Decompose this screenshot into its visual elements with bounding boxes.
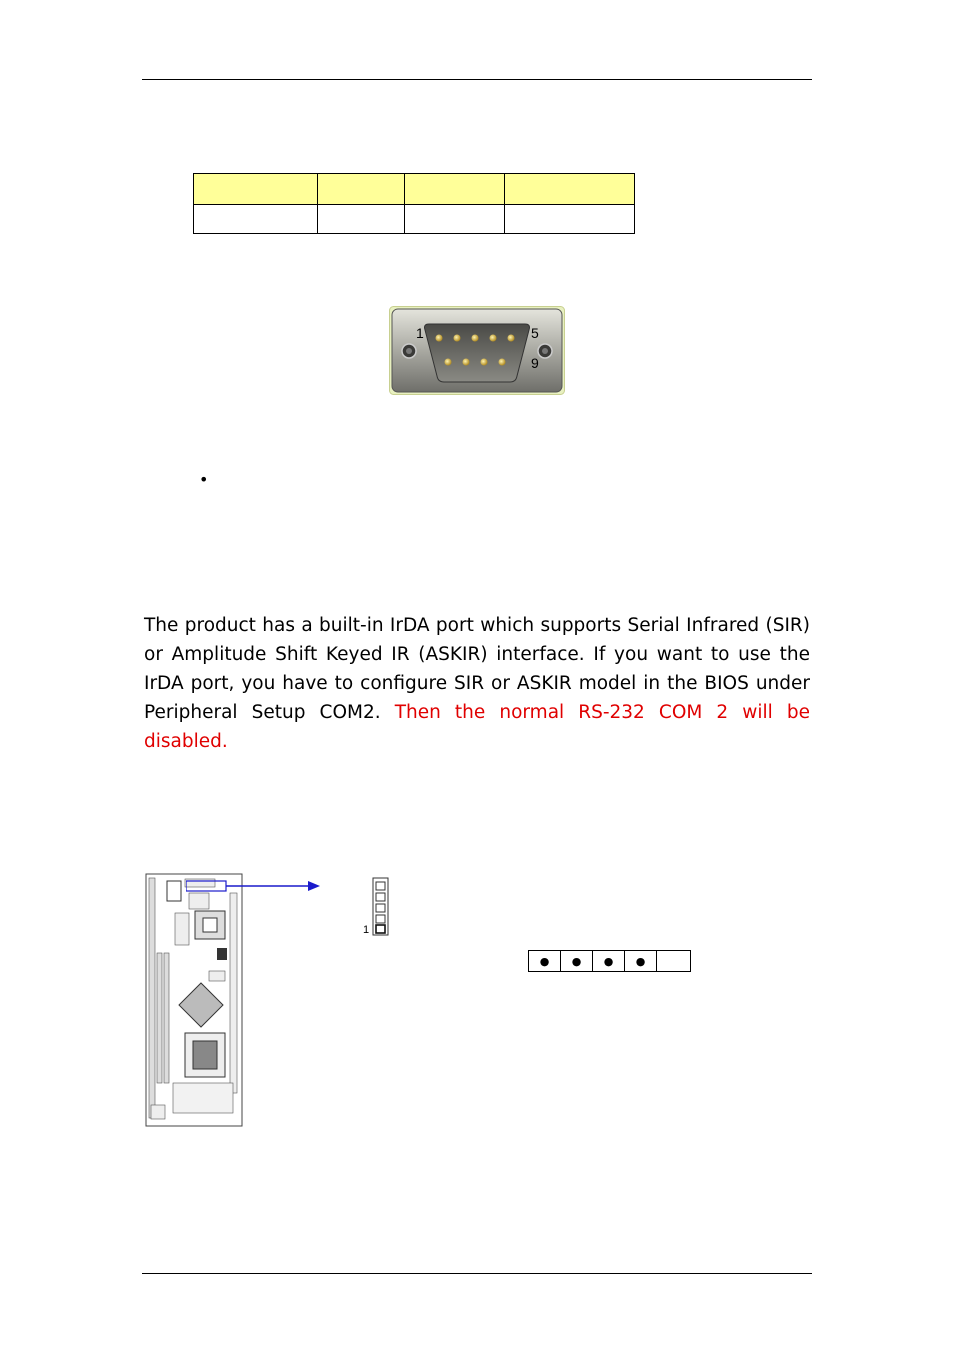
db9-pin-label-1: 1	[416, 325, 424, 341]
table-header-cell	[318, 174, 405, 205]
list-bullet: •	[199, 470, 209, 489]
motherboard-graphic	[145, 873, 243, 1127]
db9-connector-image	[389, 306, 565, 395]
location-arrow	[186, 878, 321, 892]
pin-header-graphic	[363, 876, 393, 938]
pin-cell	[657, 951, 691, 972]
irda-pin-diagram	[528, 950, 691, 972]
table-header-cell	[194, 174, 318, 205]
table-cell	[505, 205, 635, 234]
table-header-cell	[405, 174, 505, 205]
table-cell	[405, 205, 505, 234]
pin-cell: ●	[593, 951, 625, 972]
pin-diagram-row	[529, 951, 691, 972]
irda-description-paragraph	[144, 611, 810, 756]
pin-cell: ●	[625, 951, 657, 972]
table-header-cell	[505, 174, 635, 205]
footer-rule	[142, 1273, 812, 1274]
table-cell	[194, 205, 318, 234]
arrow-right-icon	[186, 879, 321, 893]
irda-pin-header-image	[363, 876, 393, 938]
pin-cell: ●	[561, 951, 593, 972]
irda-warning-text: Then the normal RS-232 COM 2 will be disabled.	[144, 702, 811, 752]
pin-assignment-table	[193, 173, 635, 234]
header-rule	[142, 79, 812, 80]
table-cell	[318, 205, 405, 234]
db9-connector-graphic	[389, 306, 565, 395]
irda-description-text: The product has a built-in IrDA port which supports Serial Infrared (SIR) or Amplitude Shift Keyed IR (ASKIR) interface. If you want to use the IrDA port, you have to configure SIR or ASKIR model in the BIOS under Peripheral Setup COM2.	[144, 615, 810, 723]
motherboard-layout-image	[145, 873, 243, 1127]
table-row	[194, 205, 635, 234]
pin-cell: ●	[529, 951, 561, 972]
table-header-row	[194, 174, 635, 205]
db9-pin-label-5: 5	[531, 325, 539, 341]
pin-one-label: 1	[363, 924, 370, 936]
db9-pin-label-9: 9	[531, 355, 539, 371]
